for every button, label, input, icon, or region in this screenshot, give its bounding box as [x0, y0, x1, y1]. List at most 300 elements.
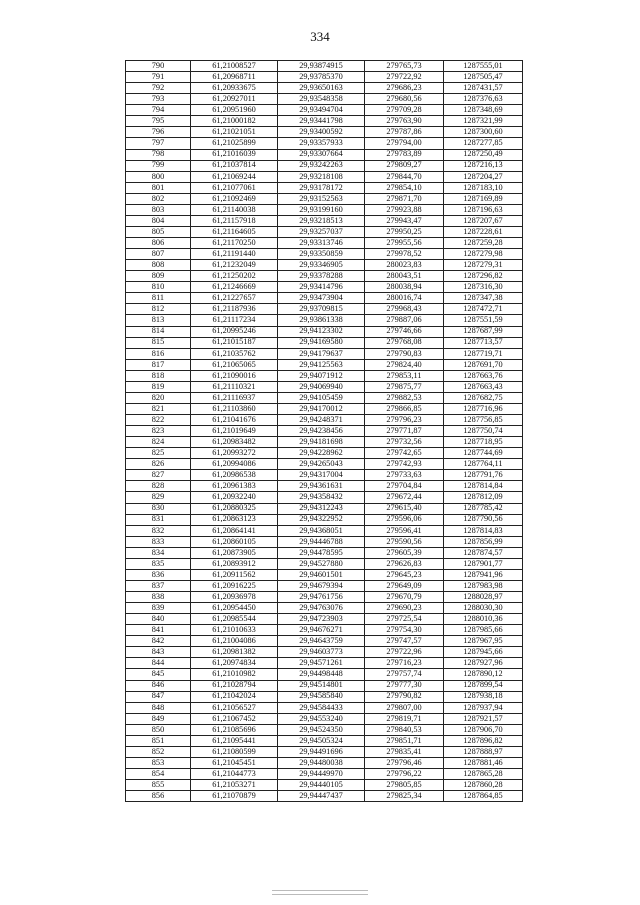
x-coordinate-cell: 279765,73: [365, 61, 444, 72]
longitude-cell: 29,94498448: [278, 669, 365, 680]
point-number-cell: 804: [126, 215, 191, 226]
y-coordinate-cell: 1287691,70: [444, 359, 523, 370]
x-coordinate-cell: 279824,40: [365, 359, 444, 370]
longitude-cell: 29,93350859: [278, 249, 365, 260]
point-number-cell: 806: [126, 238, 191, 249]
table-row: [126, 415, 523, 426]
latitude-cell: 61,20936978: [191, 592, 278, 603]
latitude-cell: 61,21065065: [191, 359, 278, 370]
longitude-cell: 29,93785370: [278, 72, 365, 83]
latitude-cell: 61,21187936: [191, 304, 278, 315]
latitude-cell: 61,21164605: [191, 226, 278, 237]
longitude-cell: 29,94480038: [278, 757, 365, 768]
point-number-cell: 851: [126, 735, 191, 746]
point-number-cell: 817: [126, 359, 191, 370]
longitude-cell: 29,94312243: [278, 503, 365, 514]
latitude-cell: 61,21019649: [191, 426, 278, 437]
x-coordinate-cell: 279853,11: [365, 370, 444, 381]
table-row: [126, 182, 523, 193]
longitude-cell: 29,94170012: [278, 403, 365, 414]
point-number-cell: 790: [126, 61, 191, 72]
y-coordinate-cell: 1288010,36: [444, 614, 523, 625]
table-row: [126, 381, 523, 392]
table-row: [126, 392, 523, 403]
x-coordinate-cell: 279768,08: [365, 337, 444, 348]
y-coordinate-cell: 1287169,89: [444, 193, 523, 204]
longitude-cell: 29,94238456: [278, 426, 365, 437]
table-row: [126, 769, 523, 780]
point-number-cell: 791: [126, 72, 191, 83]
y-coordinate-cell: 1287764,11: [444, 459, 523, 470]
x-coordinate-cell: 279871,70: [365, 193, 444, 204]
longitude-cell: 29,93548358: [278, 94, 365, 105]
y-coordinate-cell: 1287888,97: [444, 746, 523, 757]
latitude-cell: 61,21227657: [191, 293, 278, 304]
y-coordinate-cell: 1287906,70: [444, 724, 523, 735]
latitude-cell: 61,20981382: [191, 647, 278, 658]
table-row: [126, 514, 523, 525]
y-coordinate-cell: 1287791,76: [444, 470, 523, 481]
x-coordinate-cell: 279615,40: [365, 503, 444, 514]
table-row: [126, 614, 523, 625]
x-coordinate-cell: 279754,30: [365, 625, 444, 636]
latitude-cell: 61,21037814: [191, 160, 278, 171]
latitude-cell: 61,21157918: [191, 215, 278, 226]
table-row: [126, 426, 523, 437]
x-coordinate-cell: 279923,88: [365, 204, 444, 215]
table-row: [126, 204, 523, 215]
x-coordinate-cell: 279807,00: [365, 702, 444, 713]
x-coordinate-cell: 279742,93: [365, 459, 444, 470]
x-coordinate-cell: 279649,09: [365, 580, 444, 591]
y-coordinate-cell: 1287321,99: [444, 116, 523, 127]
table-row: [126, 603, 523, 614]
y-coordinate-cell: 1287945,66: [444, 647, 523, 658]
x-coordinate-cell: 279777,30: [365, 680, 444, 691]
x-coordinate-cell: 279809,27: [365, 160, 444, 171]
point-number-cell: 832: [126, 525, 191, 536]
y-coordinate-cell: 1287814,83: [444, 525, 523, 536]
latitude-cell: 61,20951960: [191, 105, 278, 116]
x-coordinate-cell: 279943,47: [365, 215, 444, 226]
table-row: [126, 238, 523, 249]
y-coordinate-cell: 1287183,10: [444, 182, 523, 193]
longitude-cell: 29,94071912: [278, 370, 365, 381]
x-coordinate-cell: 279670,79: [365, 592, 444, 603]
y-coordinate-cell: 1287196,63: [444, 204, 523, 215]
latitude-cell: 61,21042024: [191, 691, 278, 702]
y-coordinate-cell: 1287551,59: [444, 315, 523, 326]
point-number-cell: 808: [126, 260, 191, 271]
x-coordinate-cell: 279704,84: [365, 481, 444, 492]
table-row: [126, 558, 523, 569]
latitude-cell: 61,21110321: [191, 381, 278, 392]
table-row: [126, 647, 523, 658]
y-coordinate-cell: 1287682,75: [444, 392, 523, 403]
y-coordinate-cell: 1287983,98: [444, 580, 523, 591]
latitude-cell: 61,20993272: [191, 448, 278, 459]
latitude-cell: 61,21035762: [191, 348, 278, 359]
point-number-cell: 836: [126, 569, 191, 580]
point-number-cell: 855: [126, 780, 191, 791]
point-number-cell: 820: [126, 392, 191, 403]
table-row: [126, 636, 523, 647]
point-number-cell: 850: [126, 724, 191, 735]
y-coordinate-cell: 1287744,69: [444, 448, 523, 459]
longitude-cell: 29,93357933: [278, 138, 365, 149]
y-coordinate-cell: 1287856,99: [444, 536, 523, 547]
y-coordinate-cell: 1287300,60: [444, 127, 523, 138]
table-row: [126, 492, 523, 503]
y-coordinate-cell: 1287207,67: [444, 215, 523, 226]
point-number-cell: 821: [126, 403, 191, 414]
table-row: [126, 249, 523, 260]
x-coordinate-cell: 279590,56: [365, 536, 444, 547]
longitude-cell: 29,94449970: [278, 769, 365, 780]
point-number-cell: 844: [126, 658, 191, 669]
x-coordinate-cell: 279835,41: [365, 746, 444, 757]
table-row: [126, 271, 523, 282]
point-number-cell: 849: [126, 713, 191, 724]
point-number-cell: 837: [126, 580, 191, 591]
x-coordinate-cell: 279887,06: [365, 315, 444, 326]
point-number-cell: 802: [126, 193, 191, 204]
latitude-cell: 61,21008527: [191, 61, 278, 72]
x-coordinate-cell: 279854,10: [365, 182, 444, 193]
y-coordinate-cell: 1287204,27: [444, 171, 523, 182]
point-number-cell: 825: [126, 448, 191, 459]
point-number-cell: 816: [126, 348, 191, 359]
longitude-cell: 29,93494704: [278, 105, 365, 116]
latitude-cell: 61,20932240: [191, 492, 278, 503]
y-coordinate-cell: 1287279,31: [444, 260, 523, 271]
latitude-cell: 61,21044773: [191, 769, 278, 780]
table-row: [126, 116, 523, 127]
point-number-cell: 809: [126, 271, 191, 282]
longitude-cell: 29,94527880: [278, 558, 365, 569]
y-coordinate-cell: 1287901,77: [444, 558, 523, 569]
point-number-cell: 794: [126, 105, 191, 116]
point-number-cell: 800: [126, 171, 191, 182]
longitude-cell: 29,93650163: [278, 83, 365, 94]
y-coordinate-cell: 1287376,63: [444, 94, 523, 105]
table-row: [126, 160, 523, 171]
x-coordinate-cell: 279796,23: [365, 415, 444, 426]
page-number: 334: [310, 29, 330, 44]
y-coordinate-cell: 1287938,18: [444, 691, 523, 702]
latitude-cell: 61,20961383: [191, 481, 278, 492]
table-row: [126, 547, 523, 558]
table-row: [126, 569, 523, 580]
longitude-cell: 29,93218513: [278, 215, 365, 226]
table-row: [126, 149, 523, 160]
table-row: [126, 348, 523, 359]
point-number-cell: 815: [126, 337, 191, 348]
y-coordinate-cell: 1287874,57: [444, 547, 523, 558]
longitude-cell: 29,94123302: [278, 326, 365, 337]
longitude-cell: 29,94322952: [278, 514, 365, 525]
latitude-cell: 61,20968711: [191, 72, 278, 83]
table-row: [126, 260, 523, 271]
longitude-cell: 29,93414796: [278, 282, 365, 293]
y-coordinate-cell: 1287890,12: [444, 669, 523, 680]
table-row: [126, 713, 523, 724]
point-number-cell: 803: [126, 204, 191, 215]
latitude-cell: 61,21015187: [191, 337, 278, 348]
latitude-cell: 61,20916225: [191, 580, 278, 591]
x-coordinate-cell: 279978,52: [365, 249, 444, 260]
latitude-cell: 61,21250202: [191, 271, 278, 282]
longitude-cell: 29,94643759: [278, 636, 365, 647]
point-number-cell: 805: [126, 226, 191, 237]
latitude-cell: 61,20893912: [191, 558, 278, 569]
latitude-cell: 61,21067452: [191, 713, 278, 724]
x-coordinate-cell: 279844,70: [365, 171, 444, 182]
latitude-cell: 61,21080599: [191, 746, 278, 757]
x-coordinate-cell: 279686,23: [365, 83, 444, 94]
y-coordinate-cell: 1287814,84: [444, 481, 523, 492]
latitude-cell: 61,21246669: [191, 282, 278, 293]
y-coordinate-cell: 1287228,61: [444, 226, 523, 237]
y-coordinate-cell: 1287756,85: [444, 415, 523, 426]
table-row: [126, 724, 523, 735]
latitude-cell: 61,20873905: [191, 547, 278, 558]
longitude-cell: 29,94761756: [278, 592, 365, 603]
x-coordinate-cell: 279771,87: [365, 426, 444, 437]
table-row: [126, 470, 523, 481]
x-coordinate-cell: 279825,34: [365, 791, 444, 802]
longitude-cell: 29,94248371: [278, 415, 365, 426]
y-coordinate-cell: 1287555,01: [444, 61, 523, 72]
longitude-cell: 29,93861338: [278, 315, 365, 326]
table-row: [126, 83, 523, 94]
y-coordinate-cell: 1287277,85: [444, 138, 523, 149]
point-number-cell: 848: [126, 702, 191, 713]
table-row: [126, 481, 523, 492]
coordinates-table: [125, 60, 523, 802]
y-coordinate-cell: 1287718,95: [444, 437, 523, 448]
longitude-cell: 29,94358432: [278, 492, 365, 503]
latitude-cell: 61,21004086: [191, 636, 278, 647]
x-coordinate-cell: 280043,51: [365, 271, 444, 282]
point-number-cell: 796: [126, 127, 191, 138]
longitude-cell: 29,93346905: [278, 260, 365, 271]
longitude-cell: 29,94125563: [278, 359, 365, 370]
longitude-cell: 29,94478595: [278, 547, 365, 558]
y-coordinate-cell: 1287472,71: [444, 304, 523, 315]
y-coordinate-cell: 1287687,99: [444, 326, 523, 337]
latitude-cell: 61,21021051: [191, 127, 278, 138]
x-coordinate-cell: 279763,90: [365, 116, 444, 127]
y-coordinate-cell: 1287505,47: [444, 72, 523, 83]
y-coordinate-cell: 1287865,28: [444, 769, 523, 780]
x-coordinate-cell: 279746,66: [365, 326, 444, 337]
x-coordinate-cell: 279742,65: [365, 448, 444, 459]
y-coordinate-cell: 1287296,82: [444, 271, 523, 282]
longitude-cell: 29,94179637: [278, 348, 365, 359]
table-row: [126, 658, 523, 669]
y-coordinate-cell: 1287785,42: [444, 503, 523, 514]
longitude-cell: 29,94317004: [278, 470, 365, 481]
table-row: [126, 459, 523, 470]
latitude-cell: 61,21025899: [191, 138, 278, 149]
latitude-cell: 61,21010633: [191, 625, 278, 636]
x-coordinate-cell: 279805,85: [365, 780, 444, 791]
longitude-cell: 29,93307664: [278, 149, 365, 160]
table-row: [126, 61, 523, 72]
table-row: [126, 304, 523, 315]
y-coordinate-cell: 1287279,98: [444, 249, 523, 260]
point-number-cell: 801: [126, 182, 191, 193]
point-number-cell: 826: [126, 459, 191, 470]
x-coordinate-cell: 279690,23: [365, 603, 444, 614]
latitude-cell: 61,21028794: [191, 680, 278, 691]
latitude-cell: 61,20864141: [191, 525, 278, 536]
longitude-cell: 29,93152563: [278, 193, 365, 204]
x-coordinate-cell: 279819,71: [365, 713, 444, 724]
longitude-cell: 29,94584433: [278, 702, 365, 713]
y-coordinate-cell: 1287812,09: [444, 492, 523, 503]
longitude-cell: 29,94447437: [278, 791, 365, 802]
point-number-cell: 846: [126, 680, 191, 691]
point-number-cell: 818: [126, 370, 191, 381]
y-coordinate-cell: 1287937,94: [444, 702, 523, 713]
x-coordinate-cell: 279626,83: [365, 558, 444, 569]
point-number-cell: 814: [126, 326, 191, 337]
longitude-cell: 29,94169580: [278, 337, 365, 348]
y-coordinate-cell: 1287985,66: [444, 625, 523, 636]
longitude-cell: 29,94514801: [278, 680, 365, 691]
y-coordinate-cell: 1287967,95: [444, 636, 523, 647]
longitude-cell: 29,93400592: [278, 127, 365, 138]
latitude-cell: 61,21077061: [191, 182, 278, 193]
latitude-cell: 61,20995246: [191, 326, 278, 337]
y-coordinate-cell: 1287663,43: [444, 381, 523, 392]
table-row: [126, 326, 523, 337]
latitude-cell: 61,21103860: [191, 403, 278, 414]
point-number-cell: 839: [126, 603, 191, 614]
table-row: [126, 680, 523, 691]
point-number-cell: 811: [126, 293, 191, 304]
longitude-cell: 29,93709815: [278, 304, 365, 315]
longitude-cell: 29,93218108: [278, 171, 365, 182]
longitude-cell: 29,94603773: [278, 647, 365, 658]
coordinates-table-body: [126, 61, 523, 802]
table-row: [126, 735, 523, 746]
point-number-cell: 845: [126, 669, 191, 680]
point-number-cell: 795: [126, 116, 191, 127]
y-coordinate-cell: 1287716,96: [444, 403, 523, 414]
point-number-cell: 810: [126, 282, 191, 293]
latitude-cell: 61,20860105: [191, 536, 278, 547]
x-coordinate-cell: 279672,44: [365, 492, 444, 503]
y-coordinate-cell: 1287864,85: [444, 791, 523, 802]
y-coordinate-cell: 1287921,57: [444, 713, 523, 724]
point-number-cell: 824: [126, 437, 191, 448]
latitude-cell: 61,21056527: [191, 702, 278, 713]
longitude-cell: 29,94491696: [278, 746, 365, 757]
longitude-cell: 29,94069940: [278, 381, 365, 392]
latitude-cell: 61,20933675: [191, 83, 278, 94]
table-row: [126, 293, 523, 304]
table-row: [126, 127, 523, 138]
y-coordinate-cell: 1287899,54: [444, 680, 523, 691]
x-coordinate-cell: 279796,46: [365, 757, 444, 768]
table-row: [126, 669, 523, 680]
table-row: [126, 536, 523, 547]
table-row: [126, 171, 523, 182]
table-row: [126, 370, 523, 381]
x-coordinate-cell: 279796,22: [365, 769, 444, 780]
point-number-cell: 852: [126, 746, 191, 757]
x-coordinate-cell: 279968,43: [365, 304, 444, 315]
longitude-cell: 29,93242263: [278, 160, 365, 171]
latitude-cell: 61,21095441: [191, 735, 278, 746]
y-coordinate-cell: 1287860,28: [444, 780, 523, 791]
point-number-cell: 793: [126, 94, 191, 105]
x-coordinate-cell: 279882,53: [365, 392, 444, 403]
latitude-cell: 61,21016039: [191, 149, 278, 160]
point-number-cell: 813: [126, 315, 191, 326]
x-coordinate-cell: 279722,92: [365, 72, 444, 83]
point-number-cell: 831: [126, 514, 191, 525]
x-coordinate-cell: 279790,83: [365, 348, 444, 359]
table-row: [126, 193, 523, 204]
longitude-cell: 29,94676271: [278, 625, 365, 636]
y-coordinate-cell: 1287941,96: [444, 569, 523, 580]
x-coordinate-cell: 279950,25: [365, 226, 444, 237]
longitude-cell: 29,94763076: [278, 603, 365, 614]
longitude-cell: 29,94368051: [278, 525, 365, 536]
longitude-cell: 29,94723903: [278, 614, 365, 625]
x-coordinate-cell: 279716,23: [365, 658, 444, 669]
latitude-cell: 61,20983482: [191, 437, 278, 448]
point-number-cell: 847: [126, 691, 191, 702]
bottom-rule: [272, 890, 368, 891]
latitude-cell: 61,20911562: [191, 569, 278, 580]
latitude-cell: 61,21090016: [191, 370, 278, 381]
x-coordinate-cell: 279787,86: [365, 127, 444, 138]
point-number-cell: 827: [126, 470, 191, 481]
point-number-cell: 799: [126, 160, 191, 171]
longitude-cell: 29,93473904: [278, 293, 365, 304]
y-coordinate-cell: 1287713,57: [444, 337, 523, 348]
point-number-cell: 792: [126, 83, 191, 94]
longitude-cell: 29,94585840: [278, 691, 365, 702]
y-coordinate-cell: 1287347,38: [444, 293, 523, 304]
y-coordinate-cell: 1287790,56: [444, 514, 523, 525]
x-coordinate-cell: 279645,23: [365, 569, 444, 580]
point-number-cell: 841: [126, 625, 191, 636]
y-coordinate-cell: 1287316,30: [444, 282, 523, 293]
y-coordinate-cell: 1287216,13: [444, 160, 523, 171]
y-coordinate-cell: 1287881,46: [444, 757, 523, 768]
x-coordinate-cell: 279794,00: [365, 138, 444, 149]
table-row: [126, 359, 523, 370]
longitude-cell: 29,93378288: [278, 271, 365, 282]
x-coordinate-cell: 279596,06: [365, 514, 444, 525]
table-row: [126, 437, 523, 448]
point-number-cell: 840: [126, 614, 191, 625]
point-number-cell: 856: [126, 791, 191, 802]
x-coordinate-cell: 280023,83: [365, 260, 444, 271]
x-coordinate-cell: 280038,94: [365, 282, 444, 293]
x-coordinate-cell: 279875,77: [365, 381, 444, 392]
point-number-cell: 807: [126, 249, 191, 260]
table-row: [126, 503, 523, 514]
x-coordinate-cell: 279605,39: [365, 547, 444, 558]
point-number-cell: 843: [126, 647, 191, 658]
